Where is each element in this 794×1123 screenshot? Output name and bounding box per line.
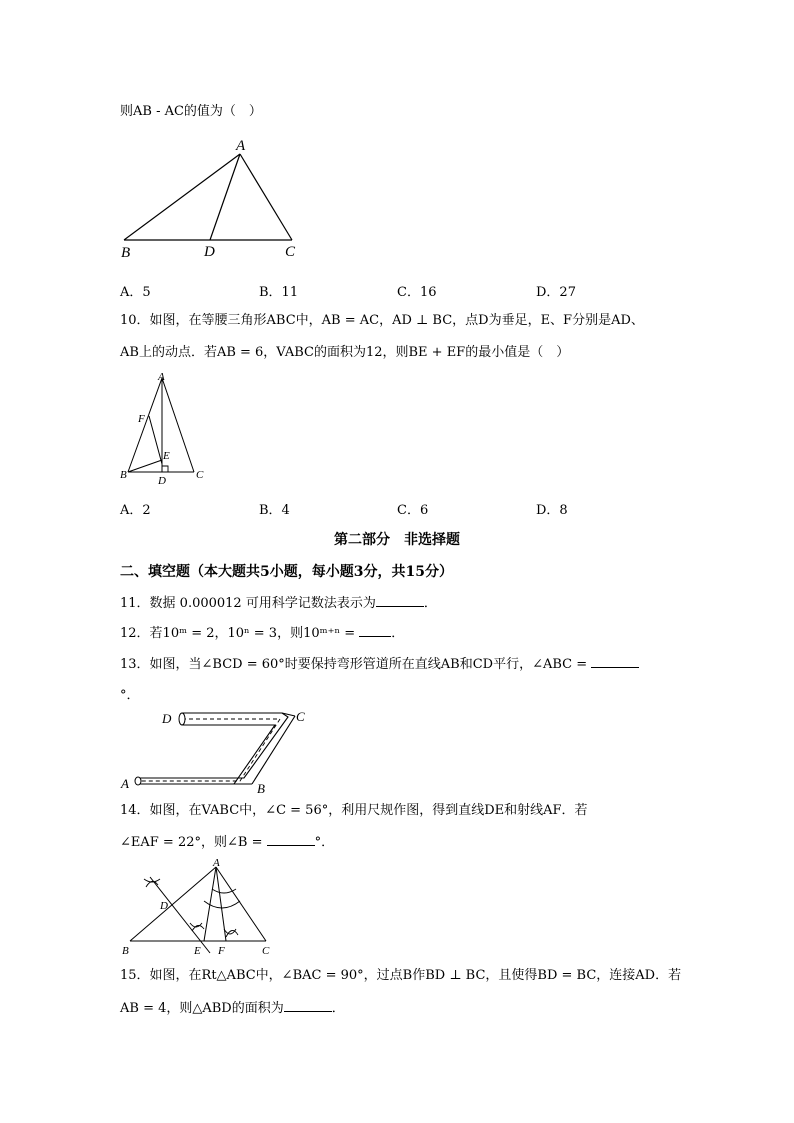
q14-answer-blank[interactable]: [267, 832, 315, 846]
q15-question-line2: [120, 998, 345, 1019]
q9-segment-ad: [210, 154, 240, 240]
q9-label-c: C: [285, 244, 296, 260]
q9-option-a[interactable]: A．5: [120, 285, 151, 300]
q14-side-ab: [130, 867, 216, 941]
q11-text: 11．数据 0.000012 可用科学记数法表示为: [120, 596, 376, 611]
q10-triangle-figure: [112, 368, 222, 488]
q10-label-a: A: [158, 371, 165, 383]
q10-option-b[interactable]: B．4: [259, 503, 290, 518]
q14-line1: 14．如图，在VABC中，∠C = 56°，利用尺规作图，得到直线DE和射线AF．若: [120, 803, 588, 818]
q13-answer-blank[interactable]: [591, 654, 639, 668]
q15-line2a: AB = 4，则△ABD的面积为: [120, 1001, 284, 1016]
q9-option-d[interactable]: D．27: [536, 285, 576, 300]
q9-label-a: A: [236, 138, 246, 154]
q13-pipe-end-a: [135, 777, 141, 785]
q14-segment-ae: [204, 867, 216, 941]
q14-label-f: F: [218, 945, 225, 957]
q13-question: [120, 654, 639, 675]
q12-question: [120, 623, 404, 644]
q15-answer-blank[interactable]: [284, 998, 332, 1012]
q10-right-angle-mark: [162, 466, 168, 472]
q10-line1: 10．如图，在等腰三角形ABC中，AB = AC，AD ⊥ BC，点D为垂足，E、F分别是AD、: [120, 313, 644, 328]
q10-line2: AB上的动点．若AB = 6，VABC的面积为12，则BE + EF的最小值是（ ）: [120, 345, 570, 360]
q14-label-a: A: [213, 857, 220, 869]
q14-label-e: E: [194, 945, 201, 957]
q14-label-c: C: [262, 945, 270, 957]
q15-line1: 15．如图，在Rt△ABC中，∠BAC = 90°，过点B作BD ⊥ BC，且使得BD = BC，连接AD．若: [120, 968, 682, 983]
q13-pipe-inner-wall: [138, 725, 275, 784]
q10-segment-be: [128, 460, 162, 472]
q10-option-d[interactable]: D．8: [536, 503, 568, 518]
q13-label-c: C: [296, 709, 305, 724]
q10-label-f: F: [138, 413, 145, 425]
q10-option-a[interactable]: A．2: [120, 503, 151, 518]
q13-label-b: B: [257, 781, 265, 796]
q14-line2a: ∠EAF = 22°，则∠B =: [120, 835, 263, 850]
section-fill-blank-heading: 二、填空题（本大题共5小题，每小题3分，共15分）: [120, 564, 453, 580]
q11-answer-blank[interactable]: [376, 593, 424, 607]
q14-line-de: [150, 877, 210, 953]
q12-end: ．: [391, 626, 405, 641]
q14-side-ac: [216, 867, 266, 941]
q10-label-c: C: [196, 469, 204, 481]
q13-pipe-centerline: [138, 719, 280, 781]
q10-label-b: B: [120, 469, 127, 481]
q14-construction-figure: [112, 855, 282, 960]
q10-label-e: E: [163, 450, 170, 462]
q9-text: 则AB - AC的值为（ ）: [120, 104, 262, 119]
q13-line2: °．: [120, 688, 140, 703]
q11-question: [120, 593, 437, 614]
q10-segment-fe: [149, 416, 162, 464]
q9-label-b: B: [121, 245, 131, 261]
q9-side-ab: [124, 154, 240, 240]
q9-label-d: D: [204, 244, 215, 260]
part-two-title: 第二部分 非选择题: [334, 532, 460, 548]
q13-label-d: D: [162, 711, 172, 726]
q9-option-b[interactable]: B．11: [259, 285, 299, 300]
q15-line2b: ．: [331, 1001, 345, 1016]
q12-text: 12．若10ᵐ = 2，10ⁿ = 3，则10ᵐ⁺ⁿ =: [120, 626, 356, 641]
q12-answer-blank[interactable]: [359, 623, 391, 637]
q14-question-line2: [120, 832, 334, 853]
q10-label-d: D: [158, 475, 166, 487]
q14-label-b: B: [122, 945, 129, 957]
q14-line2b: °．: [314, 835, 335, 850]
q13-pipe-outer-wall: [138, 713, 288, 778]
q13-label-a: A: [121, 776, 129, 791]
q9-option-c[interactable]: C．16: [397, 285, 437, 300]
q9-triangle-figure: [112, 136, 312, 266]
q14-label-d: D: [160, 900, 168, 912]
q11-end: ．: [423, 596, 437, 611]
q13-pipe-end-d: [179, 713, 185, 725]
q10-side-ab: [128, 378, 162, 472]
q13-pipe-figure: [112, 706, 332, 796]
q10-option-c[interactable]: C．6: [397, 503, 429, 518]
q14-arc-angle-inner: [212, 889, 236, 893]
q9-side-ac: [240, 154, 292, 240]
q13-line1: 13．如图，当∠BCD = 60°时要保持弯形管道所在直线AB和CD平行，∠ABC =: [120, 657, 588, 672]
